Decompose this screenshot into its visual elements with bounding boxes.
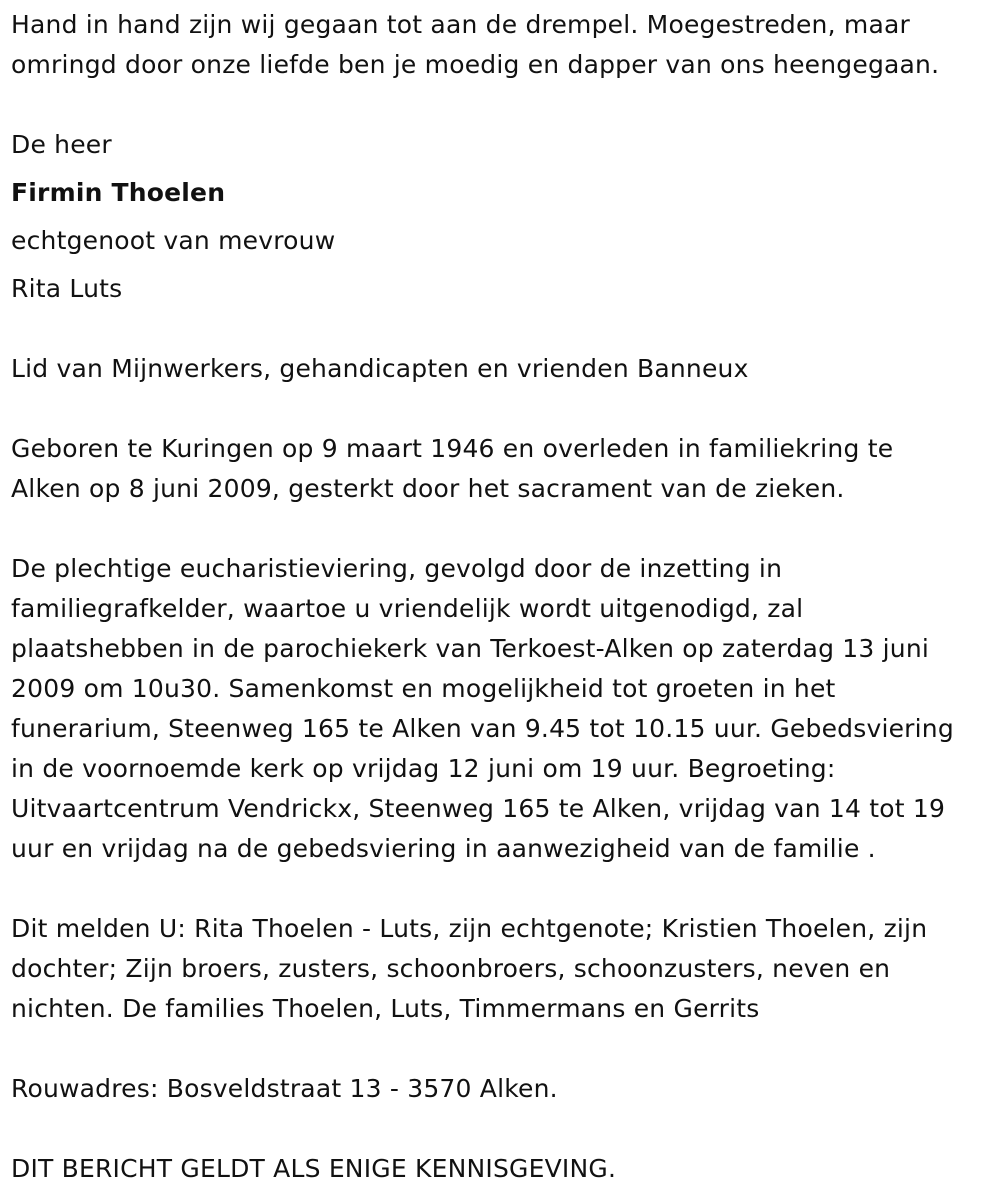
family-line-2: dochter; Zijn broers, zusters, schoonbroers, schoonzusters, neven en [11, 954, 891, 983]
ceremony-line-1: De plechtige eucharistieviering, gevolgd door de inzetting in [11, 554, 783, 583]
deceased-name: Firmin Thoelen [11, 178, 226, 207]
spouse-name: Rita Luts [11, 274, 123, 303]
salutation: De heer [11, 130, 112, 159]
spouse-label: echtgenoot van mevrouw [11, 226, 336, 255]
ceremony-line-6: in de voornoemde kerk op vrijdag 12 juni om 19 uur. Begroeting: [11, 754, 836, 783]
intro-line-1: Hand in hand zijn wij gegaan tot aan de drempel. Moegestreden, maar [11, 10, 910, 39]
ceremony-line-3: plaatshebben in de parochiekerk van Terkoest-Alken op zaterdag 13 juni [11, 634, 930, 663]
membership: Lid van Mijnwerkers, gehandicapten en vrienden Banneux [11, 354, 749, 383]
closing-statement: DIT BERICHT GELDT ALS ENIGE KENNISGEVING. [11, 1154, 617, 1183]
mourning-address: Rouwadres: Bosveldstraat 13 - 3570 Alken. [11, 1074, 558, 1103]
family-line-3: nichten. De families Thoelen, Luts, Timmermans en Gerrits [11, 994, 760, 1023]
ceremony-line-5: funerarium, Steenweg 165 te Alken van 9.45 tot 10.15 uur. Gebedsviering [11, 714, 954, 743]
intro-line-2: omringd door onze liefde ben je moedig en dapper van ons heengegaan. [11, 50, 940, 79]
birth-death-line-2: Alken op 8 juni 2009, gesterkt door het sacrament van de zieken. [11, 474, 845, 503]
family-line-1: Dit melden U: Rita Thoelen - Luts, zijn echtgenote; Kristien Thoelen, zijn [11, 914, 928, 943]
ceremony-line-8: uur en vrijdag na de gebedsviering in aanwezigheid van de familie . [11, 834, 876, 863]
ceremony-line-7: Uitvaartcentrum Vendrickx, Steenweg 165 te Alken, vrijdag van 14 tot 19 [11, 794, 946, 823]
ceremony-line-4: 2009 om 10u30. Samenkomst en mogelijkheid tot groeten in het [11, 674, 836, 703]
birth-death-line-1: Geboren te Kuringen op 9 maart 1946 en overleden in familiekring te [11, 434, 894, 463]
ceremony-line-2: familiegrafkelder, waartoe u vriendelijk wordt uitgenodigd, zal [11, 594, 804, 623]
